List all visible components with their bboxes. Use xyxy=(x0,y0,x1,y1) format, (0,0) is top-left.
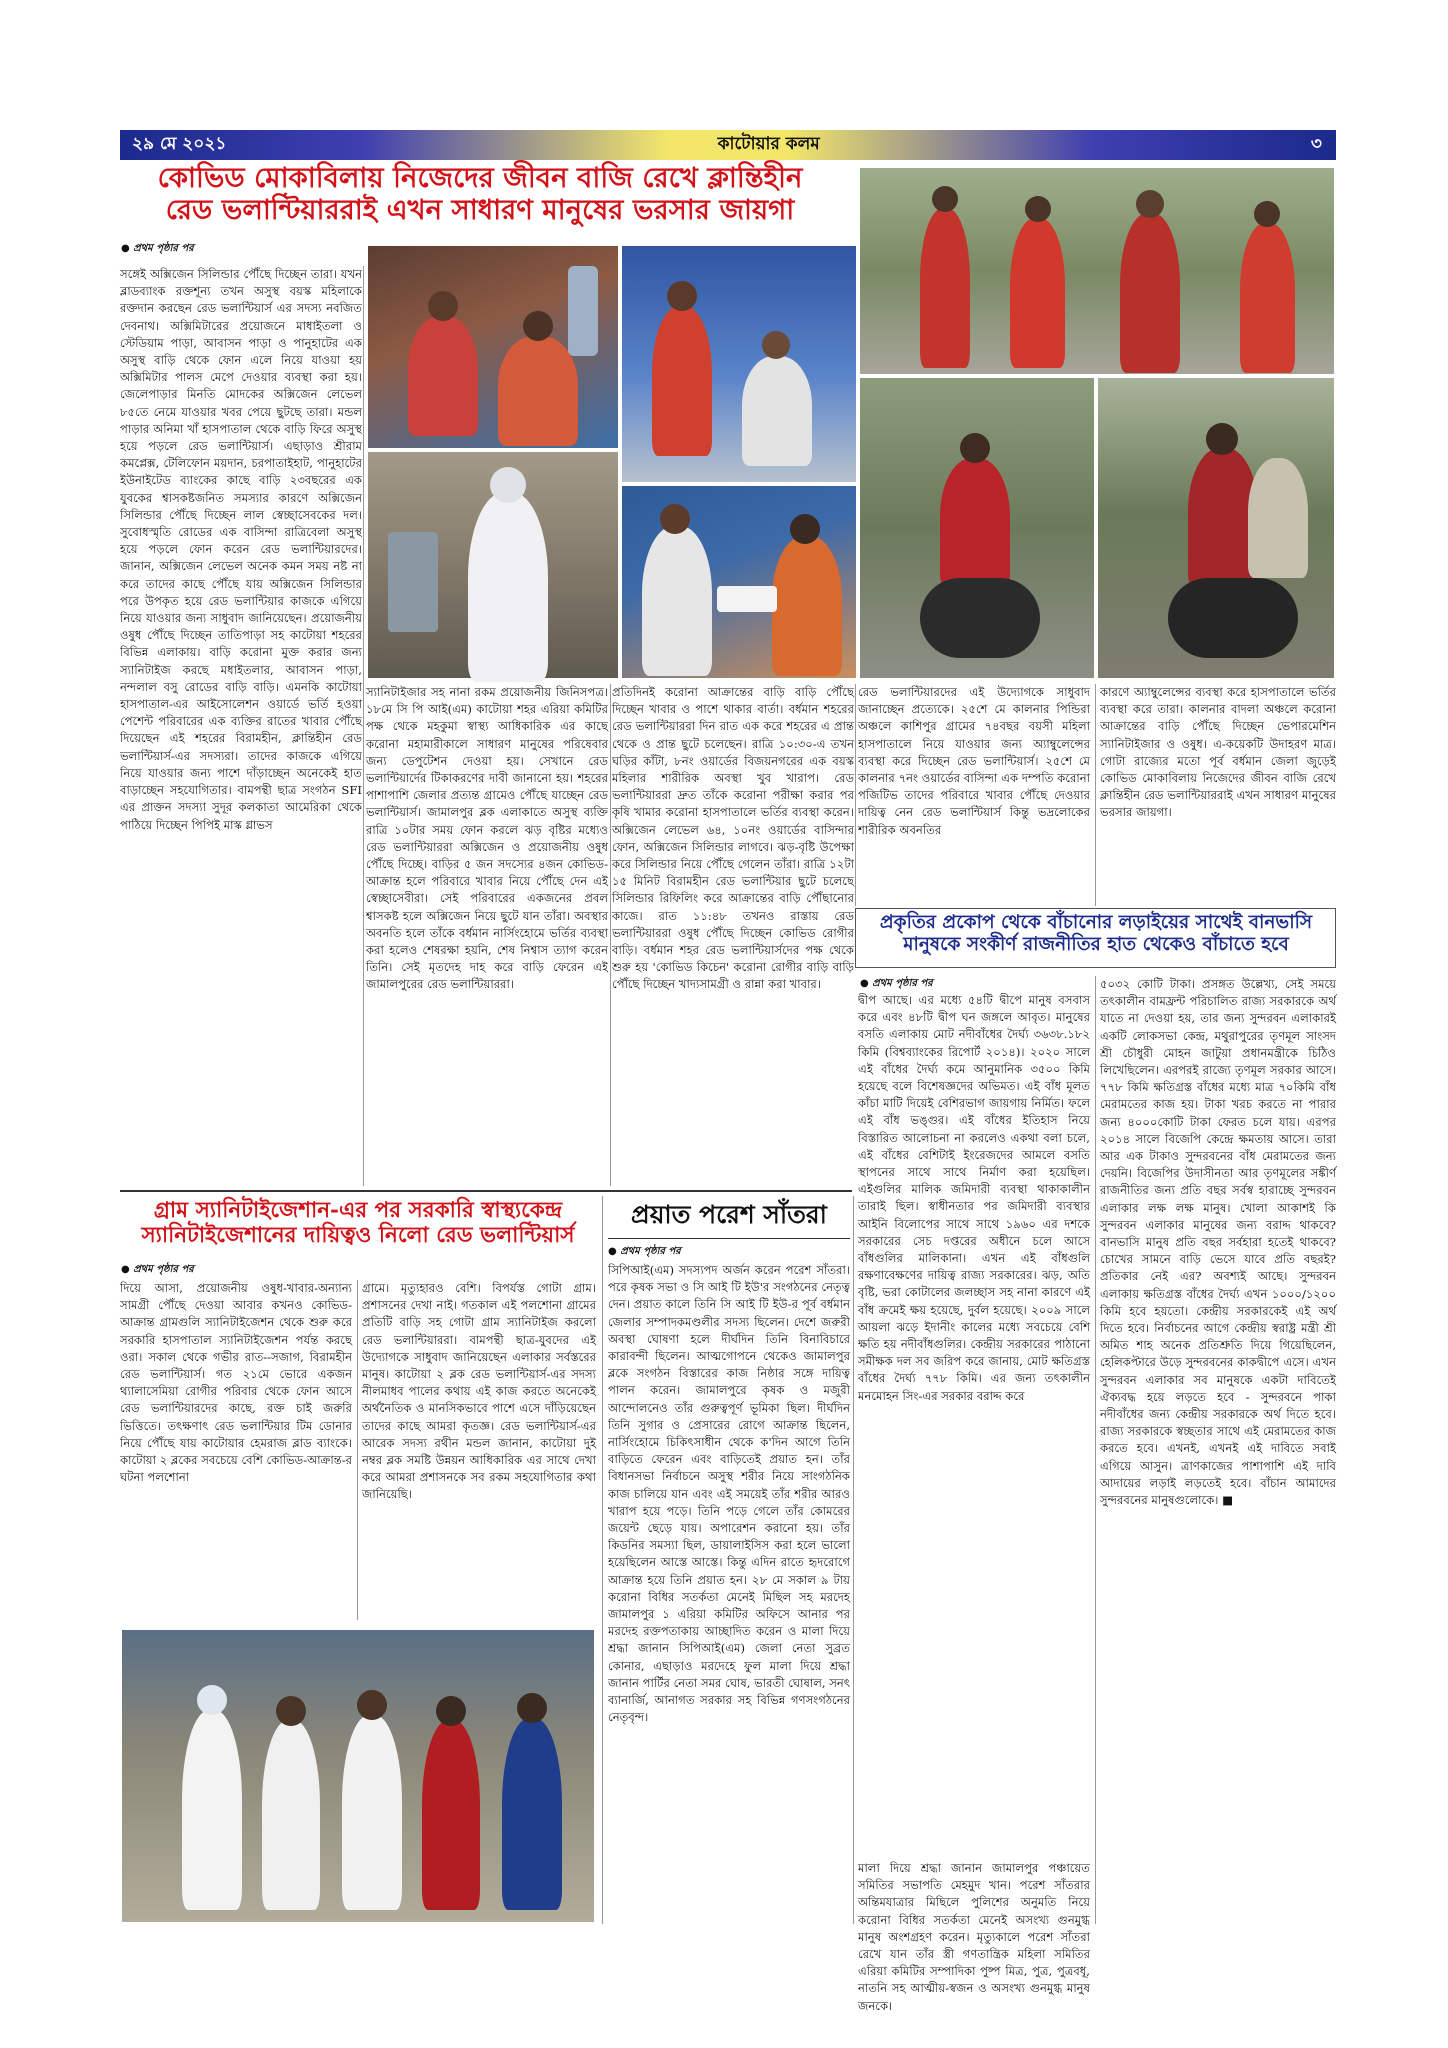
story1-column-3 xyxy=(612,684,854,1186)
photo-hospital-corridor xyxy=(620,244,858,484)
story1-col3-text: প্রতিদিনই করোনা আক্রান্তের বাড়ি বাড়ি পৌঁছে দিচ্ছেন খাবার ও পাশে থাকার বার্তা। বর্ধমান শহরের রেড ভলান্টিয়াররা দিন রাত এক করে শহরের এ প্রান্ত থেকে ও প্রান্ত ছুটে চলেছেন। রাত্রি ১০:৩০-এ তখন ঘড়ির কাঁটা, ৮নং ওয়ার্ডের বিজয়নগরের এক বয়স্ক মহিলার শারীরিক অবস্থা খুব খারাপ। রেড ভলান্টিয়াররা দ্রুত তাঁকে করোনা পরীক্ষা করার পর কৃষি খামার করোনা হাসপাতালে ভর্তির ব্যবস্থা করেন। অক্সিজেন লেভেল ৬৪, ১০নং ওয়ার্ডের বাসিন্দার ফোন, অক্সিজেন সিলিন্ডার লাগবে। ঝড়-বৃষ্টি উপেক্ষা করে সিলিন্ডার নিয়ে পৌঁছে গেলেন তাঁরা। রাত্রি ১২টা ১৫ মিনিট বিরামহীন রেড ভলান্টিয়ার ছুটে চলেছে সিলিন্ডার রিফিলিং করে আক্রান্তের বাড়ি পৌঁছানোর কাজে। রাত ১১:৪৮ তখনও রাস্তায় রেড ভলান্টিয়াররা ওষুধ পৌঁছে দিচ্ছেন কোভিড রোগীর বাড়ি। বর্ধমান শহর রেড ভলান্টিয়ার্সদের পক্ষ থেকে শুরু হয় 'কোভিড কিচেন' করোনা রোগীর বাড়ি বাড়ি পৌঁছে দিচ্ছেন খাদ্যসামগ্রী ও রান্না করা খাবার। xyxy=(612,685,854,992)
story1-column-5 xyxy=(1100,684,1336,906)
photo-food-handover xyxy=(620,484,858,680)
column-divider xyxy=(1095,976,1096,1924)
masthead-bar xyxy=(120,130,1336,160)
photo-health-centre-team xyxy=(120,1628,596,1924)
story2-headline-line1: প্রকৃতির প্রকোপ থেকে বাঁচানোর লড়াইয়ের সাথেই বানভাসি xyxy=(879,912,1313,933)
story4-col2-text: মালা দিয়ে শ্রদ্ধা জানান জামালপুর পঞ্চায়েত সমিতির সভাপতি মেহমুদ খান। পরেশ সাঁতরার অন্তিমযাত্রার মিছিলে পুলিশের অনুমতি নিয়ে করোনা বিধির সতর্কতা মেনেই অসংখ্য গুনমুগ্ধ মানুষ অংশগ্রহণ করেন। মৃত্যুকালে পরেশ সাঁতরা রেখে যান তাঁর স্ত্রী গণতান্ত্রিক মহিলা সমিতির এরিয়া কমিটির সম্পাদিকা পুষ্প মিত্র, পুত্র, পুত্রবধূ, নাতনি সহ আত্মীয়-স্বজন ও অসংখ্য গুনমুগ্ধ মানুষ জনকে। xyxy=(858,1861,1090,2013)
headline-underline xyxy=(608,1238,850,1239)
story3-byline: ● প্রথম পৃষ্ঠার পর xyxy=(121,1262,194,1279)
column-divider xyxy=(853,1196,854,1924)
photo-ppe-sanitizer xyxy=(366,450,620,680)
page-number: ৩ xyxy=(1310,134,1322,154)
story2-column-2 xyxy=(1100,976,1336,1924)
story4-headline: প্রয়াত পরেশ সাঁতরা xyxy=(631,1200,827,1229)
story1-col4-text: রেড ভলান্টিয়ারদের এই উদ্যোগকে সাধুবাদ জানাচ্ছেন প্রত্যেকে। ২৫শে মে কালনার পিন্ডিরা অঞ্চলে কাশিপুর গ্রামের ৭৪বছর বয়সী মহিলা হাসপাতালে নিয়ে যাওয়ার জন্য অ্যাম্বুলেন্সের ব্যবস্থা করে দিচ্ছেন রেড ভলান্টিয়ার্স। ২৫শে মে কালনার ৭নং ওয়ার্ডের বাসিন্দা এক দম্পতি করোনা পজিটিভ তাদের পরিবারে খাবার পৌঁছে দেওয়ার দায়িত্ব নেন রেড ভলান্টিয়ার্স কিন্তু ভদ্রলোকের শারীরিক অবনতির xyxy=(858,685,1090,837)
column-divider xyxy=(363,266,364,1186)
column-divider xyxy=(1095,684,1096,906)
story1-column-2 xyxy=(366,684,608,1186)
story3-col2-text: গ্রামে। মৃত্যুহারও বেশি। বিপর্যস্ত গোটা গ্রাম। প্রশাসনের দেখা নাই। গতকাল এই পলশোনা গ্রামের প্রতিটি বাড়ি সহ গোটা গ্রাম স্যানিটাইজ করলো রেড ভলান্টিয়াররা। বামপন্থী ছাত্র-যুবদের এই উদ্যোগকে সাধুবাদ জানিয়েছেন এলাকার সর্বস্তরের মানুষ। কাটোয়া ২ ব্লক রেড ভলান্টিয়ার্স-এর সদস্য নীলমাধব পালের কথায় এই কাজ করতে অনেকেই অর্থনৈতিক ও মানসিকভাবে পাশে এসে দাঁড়িয়েছেন তাদের কাছে আমরা কৃতজ্ঞ। রেড ভলান্টিয়ার্স-এর আরেক সদস্য রথীন মন্ডল জানান, কাটোয়া দুই নম্বর ব্লক সমষ্টি উন্নয়ন আধিকারিক এর সাথে দেখা করে আমরা প্রশাসনকে সব রকম সহযোগিতার কথা জানিয়েছি। xyxy=(362,1281,596,1502)
story4-col1-text: সিপিআই(এম) সদস্যপদ অর্জন করেন পরেশ সাঁতরা। পরে কৃষক সভা ও সি আই টি ইউ'র সংগঠনের নেতৃত্ব দেন। প্রয়াত কালে তিনি সি আই টি ইউ-র পূর্ব বর্ধমান জেলার সম্পাদকমণ্ডলীর সদস্য ছিলেন। দেশে জরুরী অবস্থা ঘোষণা হলে দীর্ঘদিন তিনি বিনাবিচারে কারাবন্দী ছিলেন। আত্মগোপনে থেকেও জামালপুর ব্লকে সংগঠন বিস্তারের কাজ নিষ্ঠার সঙ্গে দায়িত্ব পালন করেন। জামালপুরে কৃষক ও মজুরী আন্দোলনেও তাঁর গুরুত্বপূর্ণ ভূমিকা ছিল। দীর্ঘদিন তিনি সুগার ও প্রেসারের রোগে আক্রান্ত ছিলেন, নার্সিংহোমে চিকিৎসাধীন থেকে ক'দিন আগে তিনি বাড়িতে ফেরেন এবং বাড়িতেই প্রয়াত হন। তাঁর বিধানসভা নির্বাচনে অসুস্থ শরীর নিয়ে সাংগঠনিক কাজ চালিয়ে যান এবং এই সময়েই তাঁর শরীর আরও খারাপ হয়ে পড়ে। তিনি পড়ে গেলে তাঁর কোমরের জয়েন্ট ছেড়ে যায়। অপারেশন করানো হয়। তাঁর কিডনির সমস্যা ছিল, ডায়ালাইসিস করা হলে ভালো হয়েছিলেন আস্তে আস্তে। কিন্তু এদিন রাতে হৃদরোগে আক্রান্ত হয়ে তিনি প্রয়াত হন। ২৮ মে সকাল ৯ টায় করোনা বিধির সতর্কতা মেনেই মিছিল সহ মরদেহ জামালপুর ১ এরিয়া কমিটির অফিসে আনার পর মরদেহ রক্তপতাকায় আচ্ছাদিত করেন ও মালা দিয়ে শ্রদ্ধা জানান সিপিআই(এম) জেলা নেতা সুব্রত কোনার, এছাড়াও মরদেহে ফুল মালা দিয়ে শ্রদ্ধা জানান পার্টির নেতা সমর ঘোষ, ভারতী ঘোষাল, সনৎ ব্যানার্জি, আনাগত সরকার সহ বিভিন্ন গণসংগঠনের নেতৃবৃন্দ। xyxy=(608,1263,850,1725)
story3-column-1 xyxy=(120,1280,352,1620)
column-divider xyxy=(602,1196,603,1924)
story4-byline: ● প্রথম পৃষ্ঠার পর xyxy=(608,1244,681,1261)
section-rule xyxy=(120,1190,852,1192)
story2-col1-text: দ্বীপ আছে। এর মধ্যে ৫৪টি দ্বীপে মানুষ বসবাস করে এবং ৪৮টি দ্বীপ ঘন জঙ্গলে আবৃত। মানুষের বসতি এলাকায় মোট নদীবাঁধের দৈর্ঘ্য ৩৬৩৮.১৮২ কিমি (বিশ্বব্যাংকের রিপোর্ট ২০১৪)। ২০২০ সালে এই বাঁধের দৈর্ঘ্য কমে আনুমানিক ৩৫০০ কিমি হয়েছে বলে বিশেষজ্ঞদের অভিমত। এই বাঁধ মূলত কাঁচা মাটি দিয়েই বেশিরভাগ জায়গায় নির্মিত। ফলে এই বাঁধ ভঙ্গুর। এই বাঁধের ইতিহাস নিয়ে বিস্তারিত আলোচনা না করলেও একথা বলা চলে, এই বাঁধের বেশিটাই ইংরেজদের আমলে বসতি স্থাপনের সাথে সাথে নির্মাণ করা হয়েছিল। এইগুলির মালিক জমিদারী ব্যবস্থা থাকাকালীন তারাই ছিল। স্বাধীনতার পর জমিদারী ব্যবস্থার আইনি বিলোপের সাথে সাথে ১৯৬০ এর দশকে সরকারের সেচ দপ্তরের অধীনে চলে আসে বাঁধগুলির মালিকানা। এখন এই বাঁধগুলি রক্ষণাবেক্ষণের দায়িত্ব রাজ্য সরকারের। ঝড়, অতি বৃষ্টি, ভরা কোটালের জলচ্ছাস সহ নানা কারণে এই বাঁধ ক্রমেই ক্ষয় হয়েছে, দুর্বল হয়েছে। ২০০৯ সালে আয়লা ঝড়ে ইদানীং কালের মধ্যে সবচেয়ে বেশি ক্ষতি হয় নদীবাঁধগুলির। কেন্দ্রীয় সরকারের পাঠানো সমীক্ষক দল সব জরিপ করে জানায়, মোট ক্ষতিগ্রস্ত বাঁধের দৈর্ঘ্য ৭৭৮ কিমি। এর জন্য তৎকালীন মনমোহন সিং-এর সরকার বরাদ্দ করে xyxy=(858,993,1090,1403)
photo-oxygen-patient xyxy=(366,244,620,450)
story2-headline xyxy=(858,912,1334,956)
story1-headline-line2: রেড ভলান্টিয়াররাই এখন সাধারণ মানুষের ভরসার জায়গা xyxy=(165,194,795,227)
story3-headline-line2: স্যানিটাইজেশানের দায়িত্বও নিলো রেড ভলান্টিয়ার্স xyxy=(141,1223,575,1249)
story1-column-1 xyxy=(120,266,362,1186)
story2-headline-line2: মানুষকে সংকীর্ণ রাজনীতির হাত থেকেও বাঁচাতে হবে xyxy=(903,933,1289,955)
story3-headline-line1: গ্রাম স্যানিটাইজেশান-এর পর সরকারি স্বাস্থ্যকেন্দ্র xyxy=(153,1198,563,1223)
photo-motorbike-delivery-2 xyxy=(1096,376,1336,680)
story1-headline xyxy=(120,162,840,227)
story1-col5-text: কারণে অ্যাম্বুলেন্সের ব্যবস্থা করে হাসপাতালে ভর্তির ব্যবস্থা করে তারা। কালনার বাদলা অঞ্চলে করোনা আক্রান্তের বাড়ি পৌঁছে দিচ্ছেন ভেপারমেশিন স্যানিটাইজার ও ওষুধ। এ-কয়েকটি উদাহরণ মাত্র। গোটা রাজ্যের মতো পূর্ব বর্ধমান জেলা জুড়েই কোভিড মোকাবিলায় নিজেদের জীবন বাজি রেখে ক্লান্তিহীন রেড ভলান্টিয়াররাই এখন সাধারণ মানুষের ভরসার জায়গা। xyxy=(1100,685,1336,820)
story2-byline: ● প্রথম পৃষ্ঠার পর xyxy=(860,976,933,993)
story1-byline: ● প্রথম পৃষ্ঠার পর xyxy=(121,241,194,258)
column-divider xyxy=(610,684,611,1186)
column-divider xyxy=(357,1280,358,1620)
story2-col2-text: ৫০৩২ কোটি টাকা। প্রসঙ্গত উল্লেখ্য, সেই সময়ে তৎকালীন বামফ্রন্ট পরিচালিত রাজ্য সরকারকে অর্থ যাতে না দেওয়া হয়, তার জন্য সুন্দরবন এলাকারই একটি লোকসভা কেন্দ্র, মথুরাপুরের তৃণমূল সাংসদ শ্রী চৌধুরী মোহন জাটুয়া প্রধানমন্ত্রীকে চিঠিও লিখেছিলেন। এরপরই রাজ্যে তৃণমূল সরকার আসে। ৭৭৮ কিমি ক্ষতিগ্রস্ত বাঁধের মধ্যে মাত্র ৭০কিমি বাঁধ মেরামতের কাজ হয়। টাকা খরচ করতে না পারার জন্য ৪০০০কোটি টাকা ফেরত চলে যায়। এরপর ২০১৪ সালে বিজেপি কেন্দ্রে ক্ষমতায় আসে। তারা আর এক টাকাও সুন্দরবনের বাঁধ মেরামতের জন্য দেয়নি। বিজেপির উদাসীনতা আর তৃণমূলের সঙ্কীর্ণ রাজনীতির জন্য প্রতি বছর সর্বস্ব হারাচ্ছে সুন্দরবন এলাকার লক্ষ লক্ষ মানুষ। খোলা আকাশই কি সুন্দরবন এলাকার মানুষের জন্য বরাদ্দ থাকবে? বানভাসি মানুষ প্রতি বছর সর্বহারা হতেই থাকবে? চোখের সামনে বাড়ি ভেসে যাবে প্রতি বছরই? প্রতিকার নেই এর? অবশ্যই আছে। সুন্দরবন এলাকায় ক্ষতিগ্রস্ত বাঁধের দৈর্ঘ্য এখন ১০০০/১২০০ কিমি হবে হয়তো। কেন্দ্রীয় সরকারকেই এই অর্থ দিতে হবে। নির্বাচনের আগে কেন্দ্রীয় স্বরাষ্ট্র মন্ত্রী শ্রী অমিত শাহ অনেক প্রতিশ্রুতি দিয়ে গিয়েছিলেন, হেলিকপ্টারে উড়ে সুন্দরবনের কাকদ্বীপে এসে। এখন সুন্দরবন এলাকার সব মানুষকে একটা দাবিতেই ঐক্যবদ্ধ হয়ে লড়তে হবে - সুন্দরবনে পাকা নদীবাঁধের জন্য কেন্দ্রীয় সরকারকে অর্থ দিতে হবে। রাজ্য সরকারকে স্বচ্ছতার সাথে এই মেরামতের কাজ করতে হবে। এখনই, এখনই এই দাবিতে সবাই এগিয়ে আসুন। ত্রাণকাজের পাশাপাশি এই দাবি আদায়ের লড়াই লড়তেই হবে। বাঁচান আমাদের সুন্দরবনের মানুষগুলোকে। ■ xyxy=(1100,977,1336,1508)
photo-volunteers-street xyxy=(858,166,1336,376)
story1-headline-line1: কোভিড মোকাবিলায় নিজেদের জীবন বাজি রেখে ক্লান্তিহীন xyxy=(157,162,803,194)
story4-column-1 xyxy=(608,1262,850,1924)
newspaper-title: কাটোয়ার কলম xyxy=(717,134,820,154)
issue-date: ২৯ মে ২০২১ xyxy=(132,134,227,154)
story2-column-1 xyxy=(858,992,1090,1924)
column-divider xyxy=(855,684,856,906)
photo-motorbike-delivery-1 xyxy=(858,376,1096,680)
story4-column-2 xyxy=(858,1860,1090,2013)
story3-column-2 xyxy=(362,1280,596,1620)
story1-col2-text: স্যানিটাইজার সহ নানা রকম প্রয়োজনীয় জিনিসপত্র। ১৮মে সি পি আই(এম) কাটোয়া শহর এরিয়া কমিটির পক্ষ থেকে মহকুমা স্বাস্থ্য আধিকারিক এর কাছে করোনা মহামারীকালে সাধারণ মানুষের পরিষেবার জন্য ডেপুটেশন দেওয়া হয়। সেখানে রেড ভলান্টিয়ার্দের টিকাকরণের দাবী জানানো হয়। শহরের পাশাপাশি জেলার প্রত্যন্ত গ্রামেও পৌঁছে যাচ্ছেন রেড ভলান্টিয়ার্স। জামালপুর ব্লক এলাকাতে অসুস্থ ব্যক্তি রাত্রি ১০টার সময় ফোন করলে ঝড় বৃষ্টির মধ্যেও রেড ভলান্টিয়াররা অক্সিজেন ও প্রয়োজনীয় ওষুধ পৌঁছে দিচ্ছে। বাড়ির ৫ জন সদস্যের ৪জন কোভিড-আক্রান্ত হলে পরিবারে খাবার নিয়ে পৌঁছে দেন এই স্বেচ্ছাসেবীরা। সেই পরিবারের একজনের প্রবল শ্বাসকষ্ট হলে অক্সিজেন নিয়ে ছুটে যান তাঁরা। অবস্থার অবনতি হলে তাঁকে বর্ধমান নার্সিংহোমে ভর্তির ব্যবস্থা করা হলেও শেষরক্ষা হয়নি, শেষ নিশ্বাস ত্যাগ করেন তিনি। সেই মৃতদেহ দাহ করে বাড়ি ফেরেন এই জামালপুরের রেড ভলান্টিয়াররা। xyxy=(366,685,608,992)
story3-headline xyxy=(120,1198,596,1249)
story1-col1-text: সঙ্গেই অক্সিজেন সিলিন্ডার পৌঁছে দিচ্ছেন তারা। যখন ব্লাডব্যাংক রক্তশূন্য তখন অসুস্থ বয়স্ক মহিলাকে রক্তদান করছেন রেড ভলান্টিয়ার্স এর সদস্য নবজিত দেবনাথ। অক্সিমিটারের প্রয়োজনে মাধাইতলা ও স্টেডিয়াম পাড়া, আবাসন পাড়া ও পানুহাটের এক অসুস্থ বাড়ি থেকে ফোন এলে নিয়ে যাওয়া হয় অক্সিমিটার পালস মেপে দেওয়ার ব্যবস্থা করা হয়। জেলেপাড়ার মিনতি মোদকের অক্সিজেন লেভেল ৮৫তে নেমে যাওয়ার খবর পেয়ে ছুটছে তারা। মন্ডল পাড়ার অনিমা খাঁ হাসপাতাল থেকে বাড়ি ফিরে অসুস্থ হয়ে পড়লে রেড ভলান্টিয়ার্স। এছাড়াও শ্রীরাম কমপ্লেক্স, টেলিফোন ময়দান, চরপাতাইহাট, পানুহাটের ইউনাইটেড ব্যাংকের কাছে বাড়ি ২৩বছরের এক যুবকের শ্বাসকষ্টজনিত সমস্যার কারণে অক্সিজেন সিলিন্ডার পৌঁছে দিচ্ছেন লাল স্বেচ্ছাসেবকের দল। সুবোধস্মৃতি রোডের এক বাসিন্দা রাত্রিবেলা অসুস্থ হয়ে পড়লে ফোন করেন রেড ভলান্টিয়ারদের। জানান, অক্সিজেন লেভেল অনেক কমন সময় নষ্ট না করে তাদের কাছে পৌঁছে যায় অক্সিজেন সিলিন্ডার পরে উপকৃত হয়ে রেড ভলান্টিয়ার কাজকে এগিয়ে নিয়ে যাওয়ার জন্য সাধুবাদ জানিয়েছেন। প্রয়োজনীয় ওষুধ পৌঁছে দিচ্ছেন তাতিপাড়া সহ কাটোয়া শহরের বিভিন্ন এলাকায়। বাড়ি করোনা মুক্ত করার জন্য স্যানিটাইজ করছে মধাইতলার, আবাসন পাড়া, নন্দলাল বসু রোডের বাড়ি বাড়ি। এমনকি কাটোয়া হাসপাতাল-এর আইসোলেশন ওয়ার্ডে ভর্তি হওয়া পেশেন্ট পরিবারের এক ব্যক্তির রাতের খাবার পৌঁছে দিয়েছেন এই শহরের বিরামহীন, ক্লান্তিহীন রেড ভলান্টিয়ার্স-এর সদস্যরা। তাদের কাজকে এগিয়ে নিয়ে যাওয়ার জন্য পাশে দাঁড়াচ্ছেন অনেকেই হাত বাড়াচ্ছেন সহযোগিতার। বামপন্থী ছাত্র সংগঠন SFI এর প্রাক্তন সদস্যা সুদূর কলকাতা আমেরিকা থেকে পাঠিয়ে দিচ্ছেন পিপিই মাস্ক গ্লাভস xyxy=(120,267,362,832)
story3-col1-text: দিয়ে আসা, প্রয়োজনীয় ওষুধ-খাবার-অন্যান্য সামগ্রী পৌঁছে দেওয়া আবার কখনও কোভিড-আক্রান্ত গ্রামগুলি স্যানিটাইজেশন থেকে শুরু করে সরকারি হাসপাতাল স্যানিটাইজেশন পর্যন্ত করছে ওরা। সকাল থেকে গভীর রাত--সজাগ, বিরামহীন রেড ভলান্টিয়ার্স। গত ২১মে ভোরে একজন থ্যালাসেমিয়া রোগীর পরিবার থেকে ফোন আসে রেড ভলান্টিয়ারদের কাছে, রক্ত চাই জরুরি ভিত্তিতে। তৎক্ষণাৎ রেড ভলান্টিয়ার টিম ডোনার নিয়ে পৌঁছে যায় কাটোয়ার হেমরাজ ব্লাড ব্যাংকে। কাটোয়া ২ ব্লকের সবচেয়ে বেশি কোভিড-আক্রান্ত-র ঘটনা পলশোনা xyxy=(120,1281,352,1485)
story1-column-4 xyxy=(858,684,1090,906)
